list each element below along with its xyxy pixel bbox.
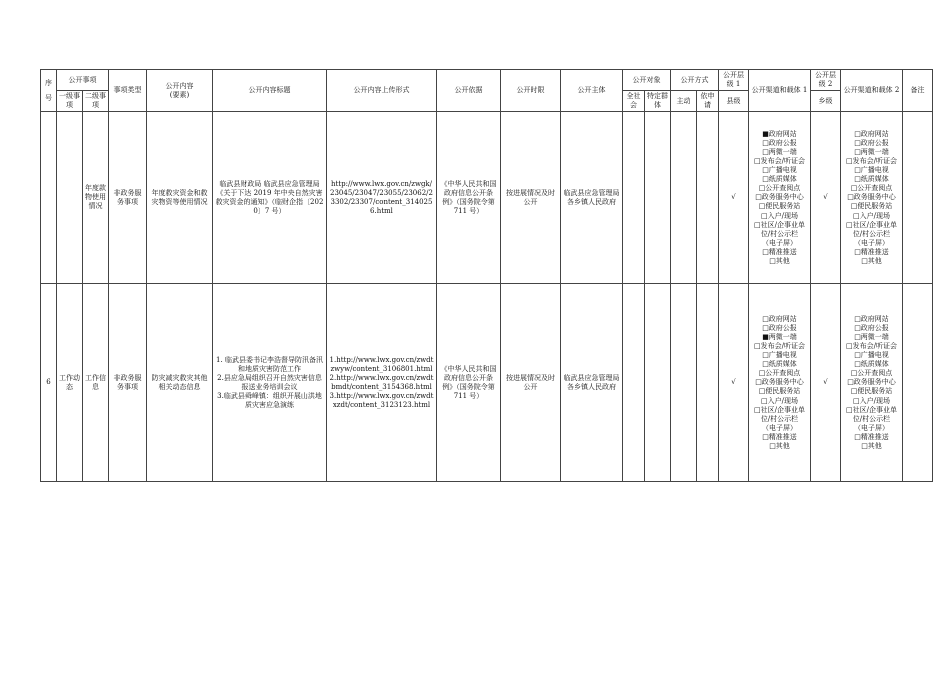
cell-basis: 《中华人民共和国政府信息公开条例》（国务院令第 711 号）	[437, 284, 501, 482]
channel-option: □精准推送	[854, 432, 889, 441]
cell-subject: 临武县应急管理局各乡镇人民政府	[561, 284, 623, 482]
channel-option: □纸质媒体	[762, 175, 797, 184]
channel-option: （电子屏）	[762, 423, 797, 432]
cell-channel1	[749, 112, 811, 284]
table-row	[41, 112, 933, 284]
channel-option: □入户/现场	[853, 211, 890, 220]
channel-option: □其他	[769, 256, 790, 265]
channel-option: □广播电视	[762, 351, 797, 360]
cell-time: 按进展情况及时公开	[501, 284, 561, 482]
channel-option: ■两微一端	[762, 332, 797, 341]
cell-basis: 《中华人民共和国政府信息公开条例》（国务院令第 711 号）	[437, 112, 501, 284]
header-type: 事项类型	[109, 70, 147, 112]
channel-option: □政府公报	[854, 323, 889, 332]
header-method: 公开方式	[671, 70, 719, 91]
channel-option: □其他	[861, 256, 882, 265]
cell-upload: http://www.lwx.gov.cn/zwgk/23045/23047/23055/23062/23302/23307/content_3140256.html	[327, 112, 437, 284]
cell-specific-group	[645, 112, 671, 284]
header-title: 公开内容标题	[213, 70, 327, 112]
header-upload: 公开内容上传形式	[327, 70, 437, 112]
cell-active	[671, 284, 697, 482]
header-seq: 序 号	[41, 70, 57, 112]
cell-level2: 工作信息	[83, 284, 109, 482]
channel-option: □精准推送	[762, 247, 797, 256]
cell-seq: 6	[41, 284, 57, 482]
channel-option: □社区/企事业单位/村公示栏	[754, 220, 805, 238]
header-audience: 公开对象	[623, 70, 671, 91]
channel-option: □公开查阅点	[758, 369, 801, 378]
header-all-society: 全社会	[623, 91, 645, 112]
header-row-1	[41, 70, 933, 91]
cell-county-check: √	[719, 284, 749, 482]
header-remark: 备注	[903, 70, 933, 112]
channel-option: □政府网站	[854, 314, 889, 323]
channel-option: （电子屏）	[762, 238, 797, 247]
channel-option: □政务服务中心	[755, 193, 804, 202]
channel-option: □入户/现场	[761, 211, 798, 220]
header-channel2: 公开渠道和载体 2	[841, 70, 903, 112]
cell-specific-group	[645, 284, 671, 482]
cell-level1: 工作动态	[57, 284, 83, 482]
title-line: 1. 临武县委书记李浩督导防汛备汛和地质灾害防范工作	[216, 355, 323, 373]
channel-option: □两微一端	[854, 332, 889, 341]
channel-option: □政府网站	[854, 129, 889, 138]
channel-option: □纸质媒体	[854, 360, 889, 369]
channel-option: □纸质媒体	[762, 360, 797, 369]
channel-option: □社区/企事业单位/村公示栏	[846, 405, 897, 423]
disclosure-table	[40, 69, 933, 482]
header-level1: 一级事项	[57, 91, 83, 112]
channel-option: □精准推送	[762, 432, 797, 441]
cell-type: 非政务服务事项	[109, 284, 147, 482]
header-subject: 公开主体	[561, 70, 623, 112]
title-line: 2.县应急局组织召开自然灾害信息报送业务培训会议	[217, 373, 322, 391]
cell-channel2	[841, 284, 903, 482]
cell-on-request	[697, 112, 719, 284]
header-township: 乡级	[811, 91, 841, 112]
channel-option: □政府网站	[762, 314, 797, 323]
cell-content: 防灾减灾救灾其他相关动态信息	[147, 284, 213, 482]
channel-option: □精准推送	[854, 247, 889, 256]
cell-remark	[903, 284, 933, 482]
channel-option: □便民服务站	[850, 387, 893, 396]
cell-all-society	[623, 284, 645, 482]
cell-title: 临武县财政局 临武县应急管理局《关于下达 2019 年中央自然灾害救灾资金的通知》（临财企指〔2020〕7 号）	[213, 112, 327, 284]
channel-option: □其他	[861, 441, 882, 450]
header-channel1: 公开渠道和载体 1	[749, 70, 811, 112]
channel-option: （电子屏）	[854, 238, 889, 247]
channel-option: □便民服务站	[758, 387, 801, 396]
channel-option: □广播电视	[762, 166, 797, 175]
channel-option: □公开查阅点	[758, 184, 801, 193]
header-active: 主动	[671, 91, 697, 112]
cell-time: 按进展情况及时公开	[501, 112, 561, 284]
channel-option: □其他	[769, 441, 790, 450]
cell-level2: 年度款物使用情况	[83, 112, 109, 284]
header-on-request: 依申请	[697, 91, 719, 112]
cell-title	[213, 284, 327, 482]
cell-subject: 临武县应急管理局各乡镇人民政府	[561, 112, 623, 284]
title-line: 3.临武县舜峰镇：组织开展山洪地质灾害应急演练	[217, 391, 322, 410]
cell-on-request	[697, 284, 719, 482]
channel-option: □广播电视	[854, 166, 889, 175]
upload-link[interactable]: 2.http://www.lwx.gov.cn/zwdtbmdt/content_3154368.html	[329, 373, 434, 391]
table-row	[41, 284, 933, 482]
cell-level1	[57, 112, 83, 284]
channel-option: □政务服务中心	[847, 193, 896, 202]
header-content: 公开内容 (要素)	[147, 70, 213, 112]
channel-option: □发布会/听证会	[846, 341, 897, 350]
channel-option: □纸质媒体	[854, 175, 889, 184]
channel-option: □便民服务站	[758, 202, 801, 211]
channel-option: □便民服务站	[850, 202, 893, 211]
cell-active	[671, 112, 697, 284]
cell-content: 年度救灾资金和救灾物资等使用情况	[147, 112, 213, 284]
channel-option: □政府公报	[762, 138, 797, 147]
channel-option: □两微一端	[762, 147, 797, 156]
header-time: 公开时限	[501, 70, 561, 112]
cell-county-check: √	[719, 112, 749, 284]
cell-seq	[41, 112, 57, 284]
upload-link[interactable]: 1.http://www.lwx.gov.cn/zwdtzwyw/content_3106801.html	[329, 355, 434, 373]
header-level2: 二级事项	[83, 91, 109, 112]
cell-type: 非政务服务事项	[109, 112, 147, 284]
channel-option: □入户/现场	[761, 396, 798, 405]
cell-township-check: √	[811, 112, 841, 284]
channel-option: □社区/企事业单位/村公示栏	[754, 405, 805, 423]
upload-link[interactable]: 3.http://www.lwx.gov.cn/zwdtxzdt/content_3123123.html	[329, 391, 434, 410]
header-county: 县级	[719, 91, 749, 112]
channel-option: □广播电视	[854, 351, 889, 360]
header-matter: 公开事项	[57, 70, 109, 91]
channel-option: □发布会/听证会	[846, 156, 897, 165]
header-tier1: 公开层级 1	[719, 70, 749, 91]
channel-option: □政府公报	[854, 138, 889, 147]
channel-option: □发布会/听证会	[754, 341, 805, 350]
cell-channel1	[749, 284, 811, 482]
channel-option: □政府公报	[762, 323, 797, 332]
channel-option: □发布会/听证会	[754, 156, 805, 165]
channel-option: □公开查阅点	[850, 184, 893, 193]
cell-channel2	[841, 112, 903, 284]
header-specific-group: 特定群体	[645, 91, 671, 112]
cell-township-check: √	[811, 284, 841, 482]
cell-all-society	[623, 112, 645, 284]
header-tier2: 公开层级 2	[811, 70, 841, 91]
cell-remark	[903, 112, 933, 284]
channel-option: □社区/企事业单位/村公示栏	[846, 220, 897, 238]
channel-option: □政务服务中心	[755, 378, 804, 387]
cell-upload	[327, 284, 437, 482]
header-basis: 公开依据	[437, 70, 501, 112]
channel-option: （电子屏）	[854, 423, 889, 432]
channel-option: □入户/现场	[853, 396, 890, 405]
channel-option: □政务服务中心	[847, 378, 896, 387]
channel-option: □两微一端	[854, 147, 889, 156]
channel-option: □公开查阅点	[850, 369, 893, 378]
channel-option: ■政府网站	[762, 129, 797, 138]
